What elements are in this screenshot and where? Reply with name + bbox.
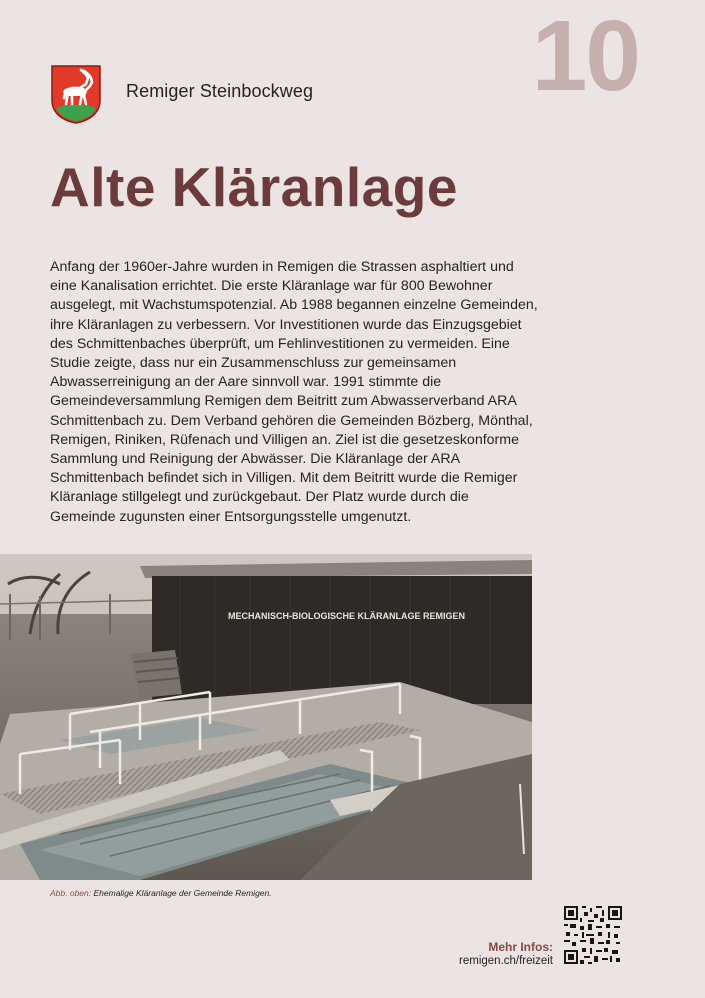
- page-title: Alte Kläranlage: [50, 156, 458, 218]
- more-info-url[interactable]: remigen.ch/freizeit: [459, 955, 553, 967]
- body-text: Anfang der 1960er-Jahre wurden in Remigen die Strassen asphaltiert und eine Kanalisation errichtet. Die erste Kläranlage war für 800 Bewohner ausgelegt, mit Wachstumspotenzial. Ab 1988 begannen einzelne Gemeinden, ihre Kläranlagen zu verbessern. Vor Investitionen wurde das Einzugsgebiet des Schmittenbaches überprüft, um Fehlinvestitionen zu vermeiden. Eine Studie zeigte, dass nur ein Zusammenschluss zur gemeinsamen Abwasserreinigung an der Aare sinnvoll war. 1991 stimmte die Gemeindeversammlung Remigen dem Beitritt zum Abwasserverband ARA Schmittenbach zu. Dem Verband gehören die Gemeinden Bözberg, Mönthal, Remigen, Riniken, Rüfenach und Villigen an. Ziel ist die gesetzeskonforme Sammlung und Reinigung der Abwässer. Die Kläranlage der ARA Schmittenbach befindet sich in Villigen. Mit dem Beitritt wurde die Remiger Kläranlage stillgelegt und zurückgebaut. Der Platz wurde durch die Gemeinde zugunsten einer Entsorgungsstelle umgenutzt.: [50, 259, 538, 525]
- caption-text: Ehemalige Kläranlage der Gemeinde Remigen.: [91, 888, 272, 898]
- ibex-crest-icon: [50, 64, 102, 124]
- photo-caption: [50, 888, 272, 898]
- more-info-label: Mehr Infos:: [488, 940, 553, 954]
- building-sign: MECHANISCH-BIOLOGISCHE KLÄRANLAGE REMIGEN: [228, 611, 466, 621]
- historic-photo: [0, 554, 532, 880]
- qr-code-icon[interactable]: [564, 906, 622, 964]
- trail-name: Remiger Steinbockweg: [126, 81, 314, 101]
- caption-lead: Abb. oben:: [50, 888, 92, 898]
- station-number: 10: [531, 0, 639, 112]
